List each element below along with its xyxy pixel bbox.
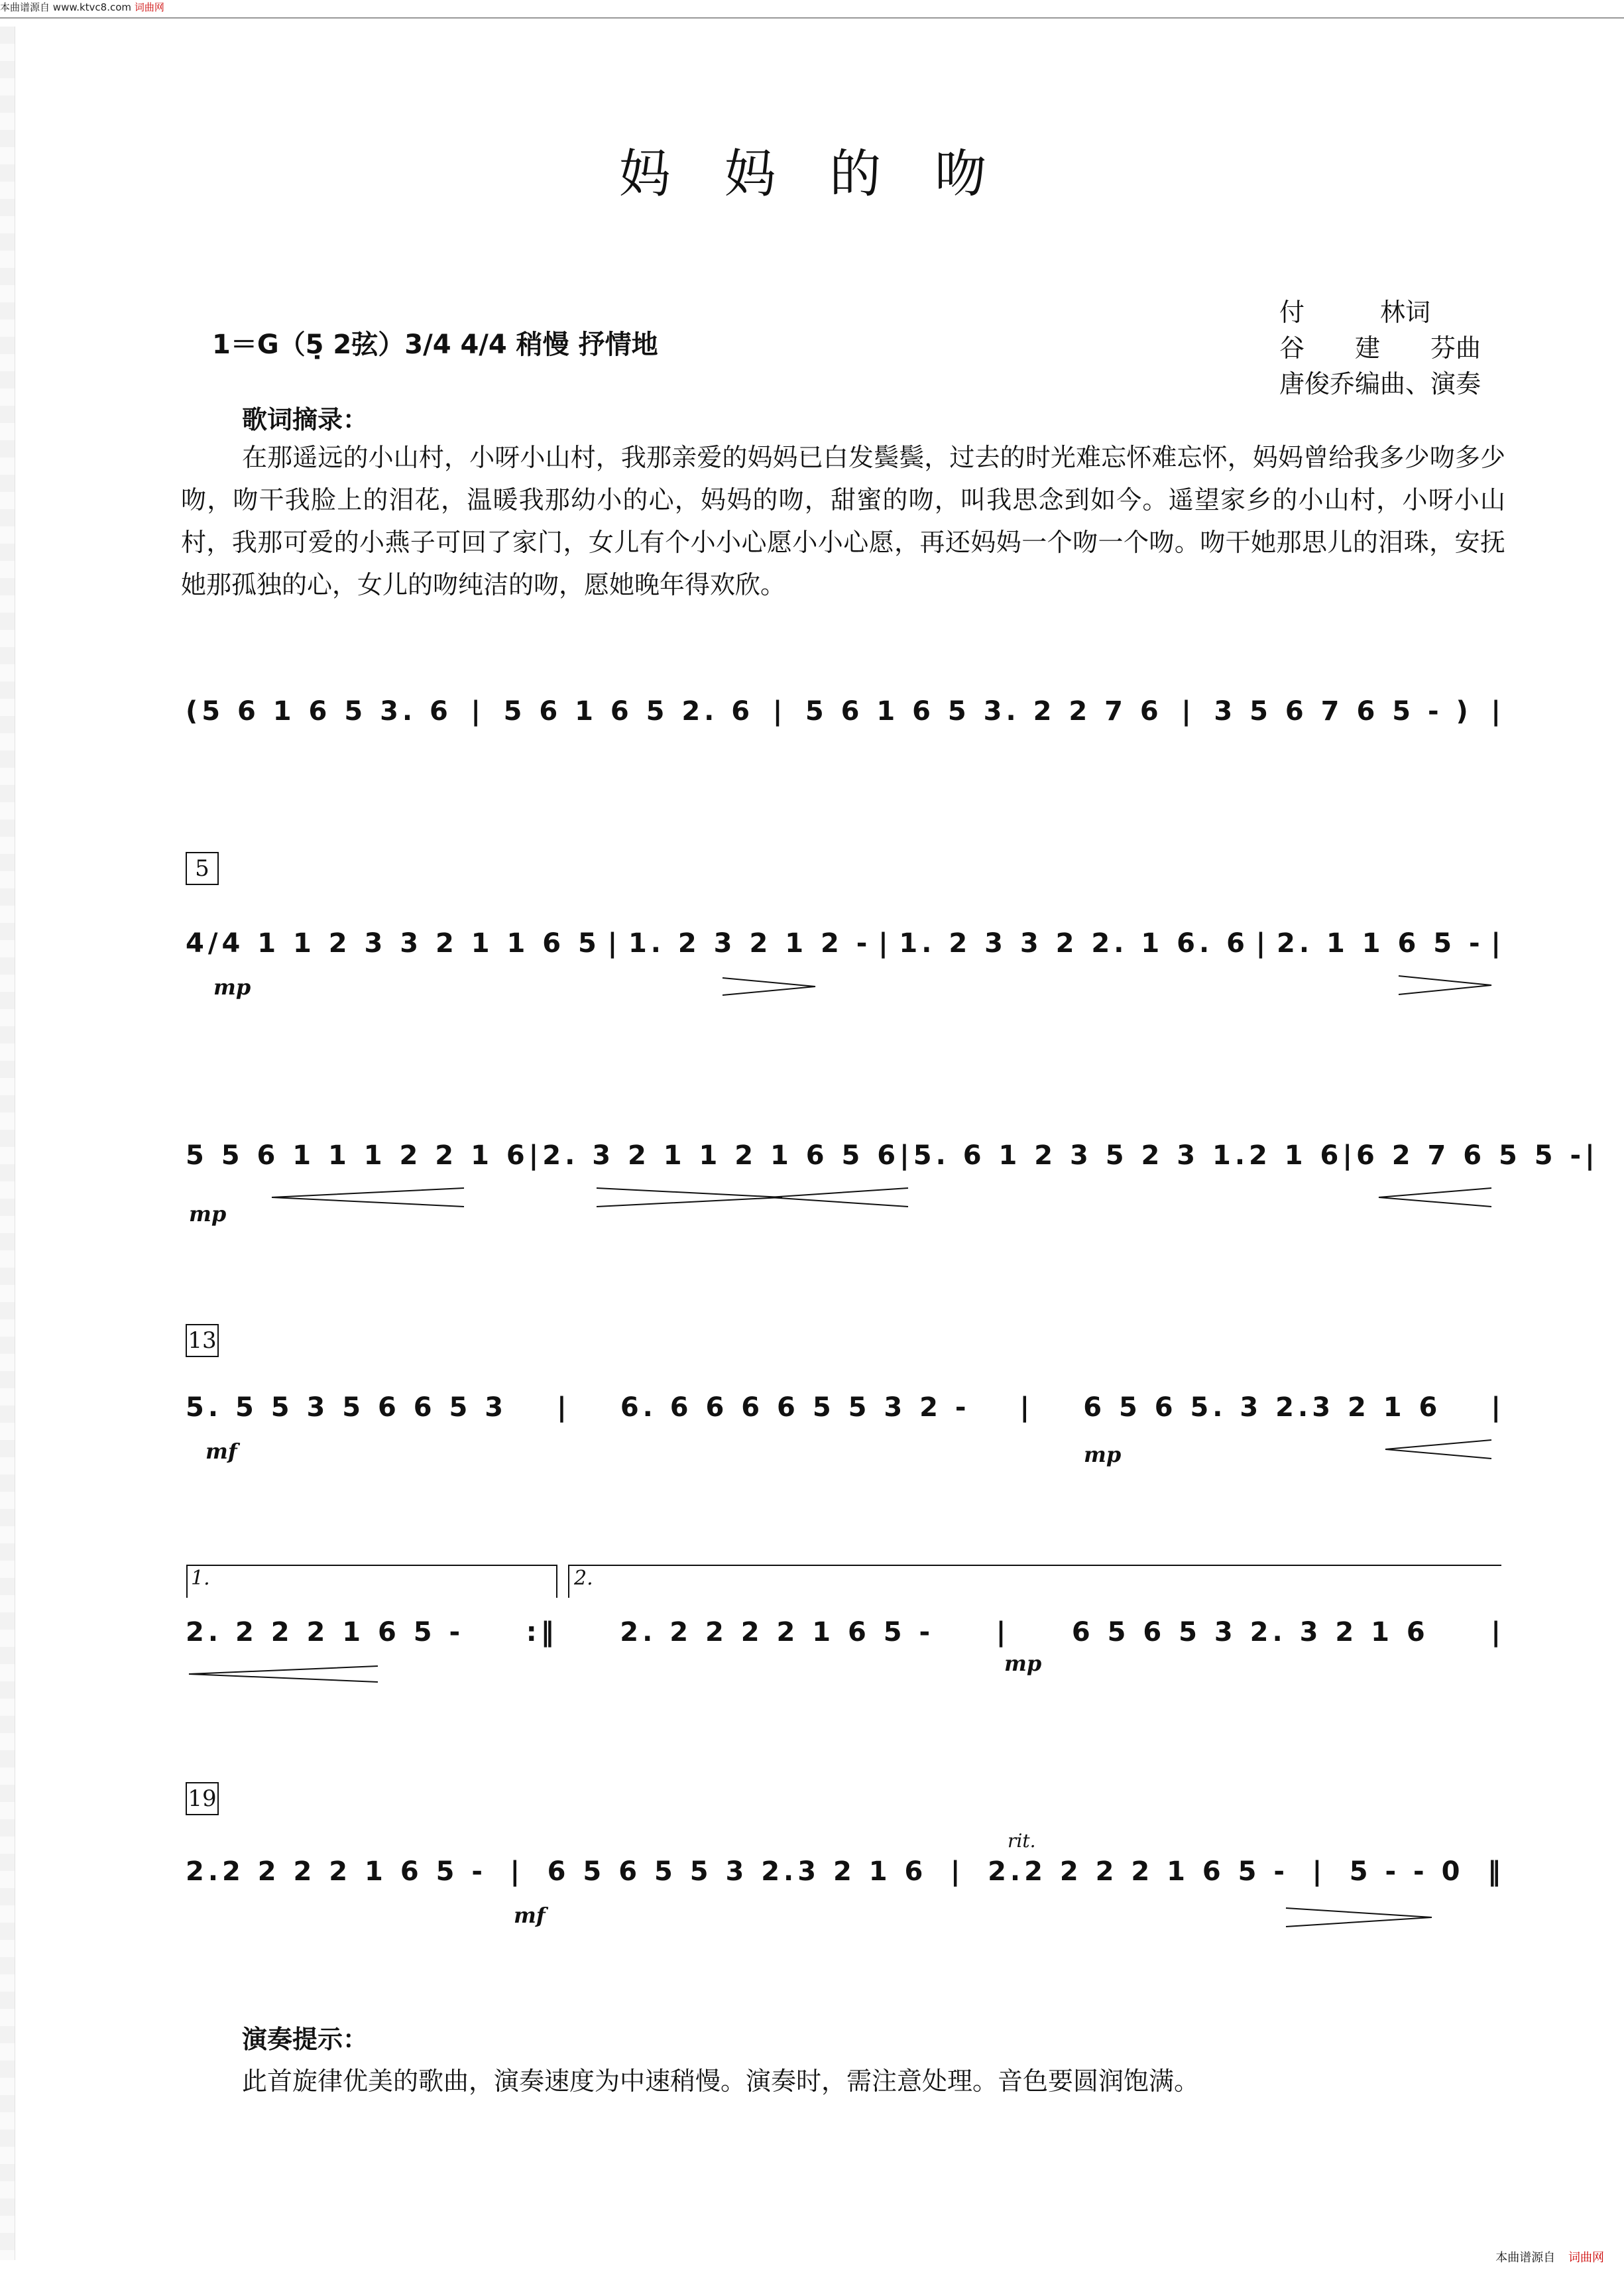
l1-m1: 4/4 1 1 2 3 3 2 1 1 6 5 xyxy=(186,928,601,959)
repeat-barline: :‖ xyxy=(526,1617,558,1648)
l1-m4: 2. 1 1 6 5 - xyxy=(1277,928,1484,959)
barline: | xyxy=(1342,1140,1356,1171)
intro-m1: (5 6 1 6 5 3. 6 xyxy=(186,696,452,727)
lyrics-heading: 歌词摘录： xyxy=(242,405,369,434)
footer xyxy=(1495,2248,1604,2265)
staff-line-3 xyxy=(186,1366,1505,1472)
barline: | xyxy=(1585,1140,1599,1171)
dynamic-mark: mp xyxy=(189,1201,227,1227)
barline: | xyxy=(528,1140,543,1171)
barline: | xyxy=(471,696,485,727)
barline: | xyxy=(1019,1392,1034,1423)
staff-line-4 xyxy=(186,1561,1505,1694)
l5-m3: 2.2 2 2 2 1 6 5 - xyxy=(988,1856,1289,1887)
barline: | xyxy=(557,1392,571,1423)
barline: | xyxy=(950,1856,964,1887)
left-border-strip xyxy=(0,27,15,2260)
barline: | xyxy=(1312,1856,1326,1887)
measure-number: 5 xyxy=(186,852,219,885)
barline: | xyxy=(1491,1617,1505,1648)
l5-m2: 6 5 6 5 5 3 2.3 2 1 6 xyxy=(547,1856,927,1887)
line1-row xyxy=(186,928,1505,959)
l2-m3: 5. 6 1 2 3 5 2 3 1.2 1 6 xyxy=(913,1140,1343,1171)
barline: | xyxy=(899,1140,913,1171)
measure-number: 13 xyxy=(186,1324,219,1357)
l3-m3: 6 5 6 5. 3 2.3 2 1 6 xyxy=(1083,1392,1442,1423)
barline: | xyxy=(772,696,787,727)
staff-line-2 xyxy=(186,1114,1599,1220)
volta-2: 2. xyxy=(574,1567,593,1590)
intro-m4: 3 5 6 7 6 5 - ) xyxy=(1214,696,1472,727)
tips-heading: 演奏提示： xyxy=(242,2025,369,2054)
barline: | xyxy=(1491,928,1505,959)
tips-text: 此首旋律优美的歌曲，演奏速度为中速稍慢。演奏时，需注意处理。音色要圆润饱满。 xyxy=(242,2067,1200,2096)
final-barline: ‖ xyxy=(1487,1856,1505,1887)
arranger-credit: 唐俊乔编曲、演奏 xyxy=(1279,369,1481,398)
barline: | xyxy=(510,1856,524,1887)
footer-site: 本曲谱源自 xyxy=(1495,2251,1556,2265)
dynamic-mark: mp xyxy=(213,975,251,1000)
line5-row xyxy=(186,1856,1505,1887)
footer-link[interactable]: 词曲网 xyxy=(1568,2251,1604,2265)
line3-row xyxy=(186,1392,1505,1423)
measure-number: 19 xyxy=(186,1782,219,1815)
top-bar xyxy=(0,0,164,14)
l3-m1: 5. 5 5 3 5 6 6 5 3 xyxy=(186,1392,508,1423)
l3-m2: 6. 6 6 6 6 5 5 3 2 - xyxy=(620,1392,970,1423)
ritardando-mark: rit. xyxy=(1008,1830,1036,1852)
l4-m1: 2. 2 2 2 1 6 5 - xyxy=(186,1617,465,1648)
lyricist-credit: 付 林词 xyxy=(1279,298,1431,327)
l2-m4: 6 2 7 6 5 5 - xyxy=(1356,1140,1586,1171)
l5-m1: 2.2 2 2 2 1 6 5 - xyxy=(186,1856,487,1887)
line4-row xyxy=(186,1617,1505,1648)
dynamic-mark: mp xyxy=(1004,1651,1042,1676)
staff-line-1 xyxy=(186,902,1505,1008)
intro-row xyxy=(186,696,1505,727)
dynamic-mark: mf xyxy=(514,1903,546,1928)
staff-line-5 xyxy=(186,1830,1505,1936)
dynamic-mark: mp xyxy=(1084,1442,1122,1467)
volta-1: 1. xyxy=(191,1567,210,1590)
l1-m3: 1. 2 3 3 2 2. 1 6. 6 xyxy=(899,928,1249,959)
barline: | xyxy=(1181,696,1195,727)
l2-m1: 5 5 6 1 1 1 2 2 1 6 xyxy=(186,1140,529,1171)
top-url[interactable]: www.ktvc8.com xyxy=(52,1,132,13)
l4-m3: 6 5 6 5 3 2. 3 2 1 6 xyxy=(1071,1617,1429,1648)
barline: | xyxy=(878,928,892,959)
song-title: 妈 妈 的 吻 xyxy=(618,145,1006,204)
l4-m2: 2. 2 2 2 2 1 6 5 - xyxy=(620,1617,935,1648)
l1-m2: 1. 2 3 2 1 2 - xyxy=(628,928,872,959)
barline: | xyxy=(1491,696,1505,727)
intro-m2: 5 6 1 6 5 2. 6 xyxy=(503,696,754,727)
l5-m4: 5 - - 0 xyxy=(1349,1856,1464,1887)
key-signature: 1＝G（5̣ 2弦）3/4 4/4 稍慢 抒情地 xyxy=(212,330,658,360)
composer-credit: 谷 建 芬曲 xyxy=(1279,333,1481,363)
dynamic-mark: mf xyxy=(205,1439,237,1464)
top-rule xyxy=(0,17,1624,19)
top-site: 本曲谱源自 xyxy=(0,1,50,13)
barline: | xyxy=(1255,928,1270,959)
staff-intro xyxy=(186,676,1505,756)
lyrics-text: 在那遥远的小山村，小呀小山村，我那亲爱的妈妈已白发鬓鬓，过去的时光难忘怀难忘怀，妈妈曾给我多少吻多少吻，吻干我脸上的泪花，温暖我那幼小的心，妈妈的吻，甜蜜的吻，叫我思念到如今。遥望家乡的小山村，小呀小山村，我那可爱的小燕子可回了家门，女儿有个小小心愿小小心愿，再还妈妈一个吻一个吻。吻干她那思儿的泪珠，安抚她那孤独的心，女儿的吻纯洁的吻，愿她晚年得欢欣。 xyxy=(181,443,1505,599)
l2-m2: 2. 3 2 1 1 2 1 6 5 6 xyxy=(542,1140,900,1171)
barline: | xyxy=(1491,1392,1505,1423)
line2-row xyxy=(186,1140,1599,1171)
barline: | xyxy=(607,928,622,959)
intro-m3: 5 6 1 6 5 3. 2 2 7 6 xyxy=(805,696,1163,727)
top-link[interactable]: 词曲网 xyxy=(134,1,164,13)
barline: | xyxy=(996,1617,1010,1648)
